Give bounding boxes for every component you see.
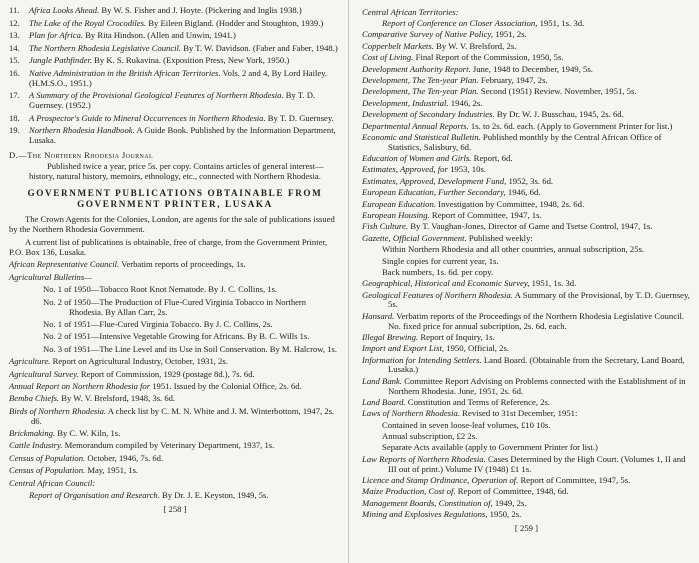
book-title: The Lake of the Royal Crocodiles. bbox=[29, 17, 147, 28]
entry-title: Departmental Annual Reports. bbox=[362, 120, 469, 131]
catalog-entry bbox=[362, 377, 691, 396]
item-number: 13. bbox=[9, 30, 20, 40]
item-text bbox=[29, 30, 341, 40]
catalog-entry bbox=[362, 122, 691, 132]
item-text bbox=[29, 125, 341, 145]
item-text bbox=[29, 43, 341, 53]
entry-detail: 1952, 3s. 6d. bbox=[508, 175, 554, 186]
entry-title: Development of Secondary Industries. bbox=[362, 109, 495, 120]
numbered-item bbox=[9, 43, 341, 53]
entry-title: Land Board. bbox=[362, 396, 406, 407]
catalog-entry bbox=[362, 8, 691, 18]
entry-title: Fish Culture. bbox=[362, 221, 409, 232]
entry-title: Import and Export List, bbox=[362, 343, 445, 354]
entry-detail: Back numbers, 1s. 6d. per copy. bbox=[382, 266, 494, 277]
catalog-sub-entry bbox=[9, 297, 341, 317]
catalog-entry bbox=[362, 154, 691, 164]
catalog-entry bbox=[9, 478, 341, 488]
page-number: [ 258 ] bbox=[163, 504, 187, 515]
item-detail: By Eileen Bigland. (Hodder and Stoughton, 1939.) bbox=[148, 17, 324, 28]
entry-detail: Verbatim reports of proceedings, 1s. bbox=[121, 259, 246, 270]
entry-title: Licence and Stamp Ordinance, Operation of. bbox=[362, 474, 519, 485]
item-detail: By W. S. Fisher and J. Hoyte. (Pickering and Inglis 1938.) bbox=[101, 5, 302, 15]
catalog-sub-entry bbox=[362, 19, 691, 29]
entry-title: Estimates, Approved, Development Fund, bbox=[362, 175, 507, 186]
catalog-entry bbox=[362, 487, 691, 497]
entry-detail: October, 1946, 7s. 6d. bbox=[87, 452, 164, 463]
item-detail: Vols. 2 and 4, By Lord Hailey. (H.M.S.O., 1951.) bbox=[29, 67, 328, 88]
book-title: A Summary of the Provisional Geological Features of Northern Rhodesia. bbox=[29, 90, 284, 100]
catalog-entry bbox=[362, 222, 691, 232]
entry-detail: Separate Acts available (apply to Government Printer for list.) bbox=[382, 442, 598, 453]
catalog-entry bbox=[362, 65, 691, 75]
catalog-entry bbox=[362, 165, 691, 175]
catalog-entry bbox=[9, 381, 341, 391]
entry-detail: By T. Vaughan-Jones, Director of Game and Tsetse Control, 1947, 1s. bbox=[410, 221, 653, 232]
book-title: Africa Looks Ahead. bbox=[29, 5, 100, 15]
entry-detail: Land Board. (Obtainable from the Secretary, Land Board, Lusaka.) bbox=[388, 354, 685, 375]
item-text bbox=[29, 90, 341, 110]
item-number: 14. bbox=[9, 42, 20, 53]
catalog-entry bbox=[9, 272, 341, 282]
catalog-entry bbox=[9, 259, 341, 269]
catalog-entry bbox=[9, 465, 341, 475]
entry-title: Census of Population. bbox=[9, 452, 86, 463]
entry-title: European Education. bbox=[362, 198, 436, 209]
entry-detail: 1s. to 2s. 6d. each. (Apply to Government Printer for list.) bbox=[470, 120, 673, 131]
entry-detail: By W. V. Brelsford, 2s. bbox=[436, 40, 517, 51]
entry-detail: 1951, 2s. bbox=[495, 29, 527, 40]
catalog-entry bbox=[362, 211, 691, 221]
catalog-sub-entry bbox=[362, 268, 691, 278]
catalog-entry bbox=[362, 455, 691, 474]
entry-title: Central African Territories: bbox=[362, 6, 459, 17]
entry-title: Cattle Industry. bbox=[9, 440, 63, 451]
catalog-sub-entry bbox=[362, 432, 691, 442]
entry-title: Gazette, Official Government. bbox=[362, 232, 467, 243]
book-title: Native Administration in the British African Territories. bbox=[29, 67, 221, 78]
intro-paragraph: The Crown Agents for the Colonies, London, are agents for the sale of publications issued by the Northern Rhodesia Government. bbox=[9, 213, 335, 234]
catalog-entry bbox=[362, 110, 691, 120]
entry-detail: 1950, Official, 2s. bbox=[446, 343, 510, 354]
catalog-sub-entry bbox=[362, 443, 691, 453]
entry-title: Economic and Statistical Bulletin. bbox=[362, 131, 481, 142]
entry-detail: 1951, 1s. 3d. bbox=[539, 18, 585, 29]
catalog-entry bbox=[362, 200, 691, 210]
entry-detail: 1951, 1s. 3d. bbox=[531, 278, 577, 289]
entry-detail: No. 3 of 1951—The Line Level and its Use in Soil Conservation. By M. Halcrow, 1s. bbox=[43, 343, 337, 354]
catalog-sub-entry bbox=[9, 344, 341, 354]
entry-detail: Single copies for current year, 1s. bbox=[382, 255, 499, 266]
entry-detail: By Dr. W. J. Busschau, 1945, 2s. 6d. bbox=[496, 109, 624, 120]
entry-title: Geographical, Historical and Economic Survey, bbox=[362, 278, 530, 289]
left-page bbox=[0, 0, 348, 563]
entry-detail: Contained in seven loose-leaf volumes, £10 10s. bbox=[382, 419, 551, 430]
entry-detail: By C. W. Kiln, 1s. bbox=[57, 428, 121, 439]
entry-title: Cost of Living. bbox=[362, 52, 414, 63]
numbered-item bbox=[9, 18, 341, 28]
catalog-entry bbox=[362, 344, 691, 354]
entry-detail: Second (1951) Review. November, 1951, 5s. bbox=[480, 86, 637, 97]
entry-detail: Report of Committee, 1947, 5s. bbox=[520, 474, 631, 485]
catalog-entry bbox=[362, 42, 691, 52]
item-text bbox=[29, 113, 341, 123]
entry-detail: 1946, 2s. bbox=[450, 97, 483, 108]
catalog-sub-entry bbox=[362, 421, 691, 431]
entry-title: Illegal Brewing. bbox=[362, 331, 419, 342]
numbered-item bbox=[9, 30, 341, 40]
catalog-entry bbox=[362, 291, 691, 310]
entry-detail: Cases Determined by the High Court. (Volumes 1, II and III out of print.) Volume IV (1948) £1 1s. bbox=[388, 453, 686, 474]
entry-title: Agricultural Bulletins— bbox=[9, 271, 92, 282]
item-number: 16. bbox=[9, 67, 20, 78]
entry-title: Report of Organisation and Research. bbox=[29, 490, 160, 501]
numbered-item bbox=[9, 113, 341, 123]
entry-detail: Investigation by Committee, 1948, 2s. 6d. bbox=[438, 198, 585, 209]
numbered-item bbox=[9, 125, 341, 145]
catalog-entry bbox=[9, 453, 341, 463]
entry-detail: Report of Committee, 1947, 1s. bbox=[431, 210, 542, 221]
entry-detail: Revised to 31st December, 1951: bbox=[462, 408, 578, 419]
entry-title: European Housing. bbox=[362, 210, 430, 221]
item-text bbox=[29, 18, 341, 28]
catalog-sub-entry bbox=[362, 257, 691, 267]
entry-title: Education of Women and Girls. bbox=[362, 153, 472, 164]
entry-detail: February, 1947, 2s. bbox=[480, 75, 548, 86]
journal-heading: D.—The Northern Rhodesia Journal bbox=[9, 150, 154, 160]
entry-title: Maize Production, Cost of. bbox=[362, 486, 456, 497]
entry-title: Hansard. bbox=[362, 310, 395, 321]
numbered-item bbox=[9, 68, 341, 88]
entry-title: Estimates, Approved, for bbox=[362, 164, 448, 175]
item-detail: By T. D. Guernsey. (1952.) bbox=[29, 90, 316, 110]
entry-detail: Report of Committee, 1948, 6d. bbox=[457, 486, 569, 497]
item-text bbox=[29, 68, 341, 88]
item-number: 18. bbox=[9, 112, 20, 123]
item-detail: By Rita Hindson. (Allen and Unwin, 1941.) bbox=[85, 30, 236, 40]
entry-title: Land Bank. bbox=[362, 375, 403, 386]
entry-title: Bemba Chiefs. bbox=[9, 393, 60, 404]
entry-title: Agriculture. bbox=[9, 356, 51, 367]
catalog-sub-entry bbox=[9, 490, 341, 500]
book-title: Jungle Pathfinder. bbox=[29, 55, 93, 65]
item-detail: By T. W. Davidson. (Faber and Faber, 1948.) bbox=[183, 42, 338, 53]
entry-detail: Memorandum compiled by Veterinary Department, 1937, 1s. bbox=[64, 440, 275, 451]
catalog-entry bbox=[362, 53, 691, 63]
entry-title: Development, The Ten-year Plan. bbox=[362, 86, 479, 97]
catalog-entry bbox=[9, 369, 341, 379]
entry-title: Copperbelt Markets. bbox=[362, 40, 434, 51]
entry-title: Development, Industrial. bbox=[362, 97, 449, 108]
catalog-entry bbox=[362, 234, 691, 244]
item-number: 17. bbox=[9, 90, 20, 100]
entry-detail: 1950, 2s. bbox=[489, 509, 522, 520]
catalog-entry bbox=[362, 133, 691, 152]
book-title: The Northern Rhodesia Legislative Council. bbox=[29, 42, 182, 53]
item-detail: By T. D. Guernsey. bbox=[267, 112, 334, 123]
item-text bbox=[29, 55, 341, 65]
entry-title: Brickmaking. bbox=[9, 428, 56, 439]
item-detail: A Guide Book. Published by the Information Department, Lusaka. bbox=[29, 125, 336, 145]
entry-title: Law Reports of Northern Rhodesia. bbox=[362, 453, 486, 464]
entry-detail: Within Northern Rhodesia and all other countries, annual subscription, 25s. bbox=[382, 244, 645, 255]
catalog-entry bbox=[362, 279, 691, 289]
entry-title: Annual Report on Northern Rhodesia for bbox=[9, 380, 151, 391]
entry-detail: May, 1951, 1s. bbox=[87, 465, 139, 476]
entry-detail: Report, 6d. bbox=[473, 153, 513, 164]
entry-detail: A check list by C. M. N. White and J. M. Winterbottom, 1947, 2s. d6. bbox=[31, 405, 335, 426]
catalog-entry bbox=[9, 406, 341, 426]
catalog-entry bbox=[362, 510, 691, 520]
entry-detail: By W. V. Brelsford, 1948, 3s. 6d. bbox=[61, 393, 176, 404]
entry-title: Laws of Northern Rhodesia. bbox=[362, 408, 460, 419]
item-text bbox=[29, 5, 341, 15]
catalog-sub-entry bbox=[9, 331, 341, 341]
item-number: 15. bbox=[9, 55, 20, 65]
catalog-entry bbox=[9, 393, 341, 403]
entry-title: Birds of Northern Rhodesia. bbox=[9, 405, 107, 416]
catalog-sub-entry bbox=[9, 319, 341, 329]
entry-detail: 1953, 10s. bbox=[450, 164, 487, 175]
book-title: Northern Rhodesia Handbook. bbox=[29, 125, 135, 135]
entry-detail: Final Report of the Commission, 1950, 5s. bbox=[415, 52, 564, 63]
numbered-item bbox=[9, 55, 341, 65]
entry-title: Geological Features of Northern Rhodesia. bbox=[362, 289, 513, 300]
entry-detail: A Summary of the Provisional, by T. D. Guernsey, 5s. bbox=[388, 289, 690, 310]
entry-title: Comparative Survey of Native Policy, bbox=[362, 29, 494, 40]
catalog-entry bbox=[362, 76, 691, 86]
catalog-entry bbox=[362, 409, 691, 419]
entry-detail: By Dr. J. E. Keyston, 1949, 5s. bbox=[162, 490, 269, 501]
entry-detail: 1949, 2s. bbox=[494, 497, 527, 508]
entry-detail: 1946, 6d. bbox=[507, 187, 541, 198]
entry-detail: No. 1 of 1950—Tobacco Root Knot Nematode. By J. C. Collins, 1s. bbox=[43, 284, 278, 295]
entry-detail: No. 1 of 1951—Flue-Cured Virginia Tobacco. By J. C. Collins, 2s. bbox=[43, 318, 273, 329]
book-title: A Prospector's Guide to Mineral Occurrences in Northern Rhodesia. bbox=[29, 112, 266, 123]
entry-title: Agricultural Survey. bbox=[9, 368, 79, 379]
entry-detail: June, 1948 to December, 1949, 5s. bbox=[472, 63, 593, 74]
entry-title: Central African Council: bbox=[9, 477, 96, 488]
catalog-entry bbox=[362, 177, 691, 187]
entry-title: African Representative Council. bbox=[9, 259, 120, 270]
item-detail: By K. S. Rukavina. (Exposition Press, New York, 1950.) bbox=[94, 55, 290, 65]
section-heading bbox=[9, 188, 341, 210]
numbered-item bbox=[9, 5, 341, 15]
entry-detail: No. 2 of 1950—The Production of Flue-Cured Virginia Tobacco in Northern Rhodesia. By Allan Carr, 2s. bbox=[43, 296, 307, 317]
catalog-entry bbox=[9, 428, 341, 438]
journal-body: Published twice a year, price 5s. per copy. Contains articles of general interest—history, natural history, memoirs, ethnology, etc., connected with Northern Rhodesia. bbox=[29, 161, 324, 181]
catalog-entry bbox=[362, 87, 691, 97]
entry-detail: Verbatim reports of the Proceedings of the Northern Rhodesia Legislative Council. No. fixed price for annual subcription, 2s. 6d. each. bbox=[388, 310, 685, 331]
entry-title: Development, The Ten-year Plan. bbox=[362, 75, 479, 86]
entry-detail: No. 2 of 1951—Intensive Vegetable Growing for Africans. By B. C. Wills 1s. bbox=[43, 331, 310, 342]
item-number: 12. bbox=[9, 17, 20, 28]
catalog-sub-entry bbox=[362, 245, 691, 255]
right-page bbox=[348, 0, 699, 563]
entry-title: European Education, Further Secondary, bbox=[362, 187, 506, 198]
entry-detail: Published weekly: bbox=[468, 232, 533, 243]
entry-title: Development Authority Report. bbox=[362, 63, 471, 74]
section-heading-line2: GOVERNMENT PRINTER, LUSAKA bbox=[77, 199, 273, 209]
catalog-entry bbox=[362, 398, 691, 408]
numbered-item bbox=[9, 90, 341, 110]
entry-title: Report of Conference on Closer Association, bbox=[382, 18, 538, 29]
book-title: Plan for Africa. bbox=[29, 30, 84, 40]
entry-detail: Published monthly by the Central African Office of Statistics, Salisbury, 6d. bbox=[388, 131, 662, 152]
catalog-sub-entry bbox=[9, 284, 341, 294]
entry-title: Information for Intending Settlers. bbox=[362, 354, 482, 365]
page-number: [ 259 ] bbox=[514, 522, 539, 533]
catalog-entry bbox=[362, 476, 691, 486]
entry-detail: Constitution and Terms of Reference, 2s. bbox=[407, 396, 551, 407]
entry-title: Mining and Explosives Regulations, bbox=[362, 509, 488, 520]
catalog-entry bbox=[362, 30, 691, 40]
catalog-entry bbox=[362, 499, 691, 509]
catalog-entry bbox=[362, 356, 691, 375]
entry-detail: 1951. Issued by the Colonial Office, 2s. 6d. bbox=[152, 380, 302, 391]
catalog-entry bbox=[362, 312, 691, 331]
catalog-entry bbox=[9, 440, 341, 450]
entry-title: Census of Population. bbox=[9, 465, 86, 476]
item-number: 19. bbox=[9, 125, 20, 135]
catalog-entry bbox=[362, 188, 691, 198]
entry-title: Management Boards, Constitution of, bbox=[362, 497, 493, 508]
catalog-entry bbox=[362, 99, 691, 109]
catalog-entry bbox=[9, 356, 341, 366]
catalog-entry bbox=[362, 333, 691, 343]
entry-detail: Report of Inquiry, 1s. bbox=[420, 331, 495, 342]
entry-detail: Report of Commission, 1929 (postage 8d.), 7s. 6d. bbox=[80, 368, 255, 379]
item-number: 11. bbox=[9, 5, 20, 15]
section-heading-line1: GOVERNMENT PUBLICATIONS OBTAINABLE FROM bbox=[27, 188, 323, 198]
entry-detail: Report on Agricultural Industry, October, 1931, 2s. bbox=[52, 356, 228, 367]
intro-paragraph: A current list of publications is obtainable, free of charge, from the Government Printer, P.O. Box 136, Lusaka. bbox=[9, 237, 328, 257]
entry-detail: Annual subscription, £2 2s. bbox=[382, 431, 478, 442]
entry-detail: Committee Report Advising on Problems connected with the Establishment of in Northern Rhodesia. June, 1951, 2s. 6d. bbox=[388, 375, 686, 396]
